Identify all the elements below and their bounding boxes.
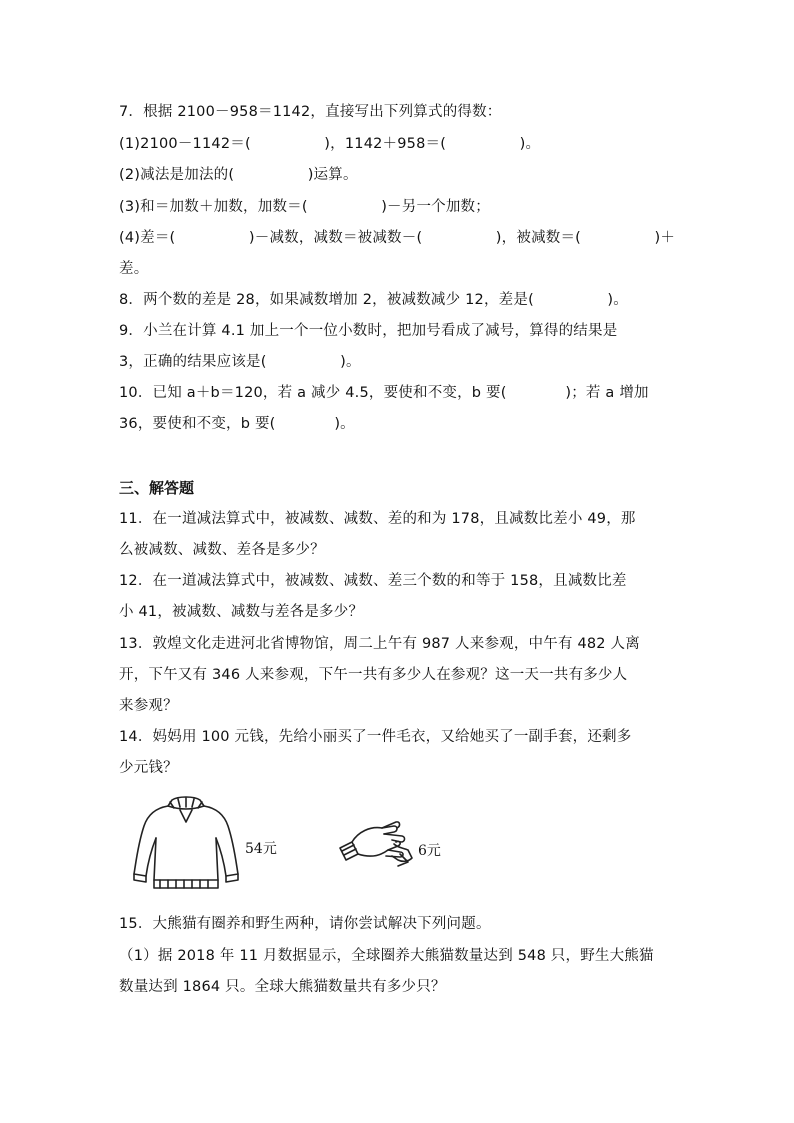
q7-part4-cont: 差。	[119, 261, 149, 277]
q10-text-cont: 36，要使和不变，b 要( )。	[119, 416, 355, 432]
section-title: 三、解答题	[119, 479, 195, 497]
q7-stem: 7．根据 2100－958＝1142，直接写出下列算式的得数：	[119, 104, 502, 120]
q12-text: 12．在一道减法算式中，被减数、减数、差三个数的和等于 158，且减数比差	[119, 573, 627, 589]
q7-part3: (3)和＝加数＋加数，加数＝( )－另一个加数；	[119, 199, 490, 215]
q15-text: 15．大熊猫有圈养和野生两种，请你尝试解决下列问题。	[119, 916, 491, 932]
q15-part1-cont: 数量达到 1864 只。全球大熊猫数量共有多少只？	[119, 979, 446, 995]
q11-text-cont: 么被减数、减数、差各是多少？	[119, 542, 325, 558]
sweater-price: 54元	[245, 841, 277, 857]
q13-text-cont2: 来参观？	[119, 698, 178, 714]
q14-text-cont: 少元钱？	[119, 760, 178, 776]
q10-text: 10．已知 a＋b＝120，若 a 减少 4.5，要使和不变，b 要( )；若 a 增加	[119, 385, 649, 401]
q14-text: 14．妈妈用 100 元钱，先给小丽买了一件毛衣，又给她买了一副手套，还剩多	[119, 729, 632, 745]
gloves-icon	[336, 818, 416, 870]
q15-part1: （1）据 2018 年 11 月数据显示，全球圈养大熊猫数量达到 548 只，野生大熊猫	[119, 948, 654, 964]
q7-part1: (1)2100－1142＝( )，1142＋958＝( )。	[119, 136, 541, 152]
gloves-price: 6元	[418, 843, 441, 859]
q13-text-cont: 开，下午又有 346 人来参观，下午一共有多少人在参观？这一天一共有多少人	[119, 667, 628, 683]
sweater-icon	[130, 792, 242, 892]
q7-part4: (4)差＝( )－减数，减数＝被减数－( )，被减数＝( )＋	[119, 230, 676, 246]
q7-part2: (2)减法是加法的( )运算。	[119, 167, 358, 183]
q9-text: 9．小兰在计算 4.1 加上一个一位小数时，把加号看成了减号，算得的结果是	[119, 323, 618, 339]
q12-text-cont: 小 41，被减数、减数与差各是多少？	[119, 604, 364, 620]
q11-text: 11．在一道减法算式中，被减数、减数、差的和为 178，且减数比差小 49，那	[119, 511, 636, 527]
q13-text: 13．敦煌文化走进河北省博物馆，周二上午有 987 人来参观，中午有 482 人离	[119, 636, 640, 652]
q9-text-cont: 3，正确的结果应该是( )。	[119, 354, 361, 370]
q8-text: 8．两个数的差是 28，如果减数增加 2，被减数减少 12，差是( )。	[119, 292, 628, 308]
